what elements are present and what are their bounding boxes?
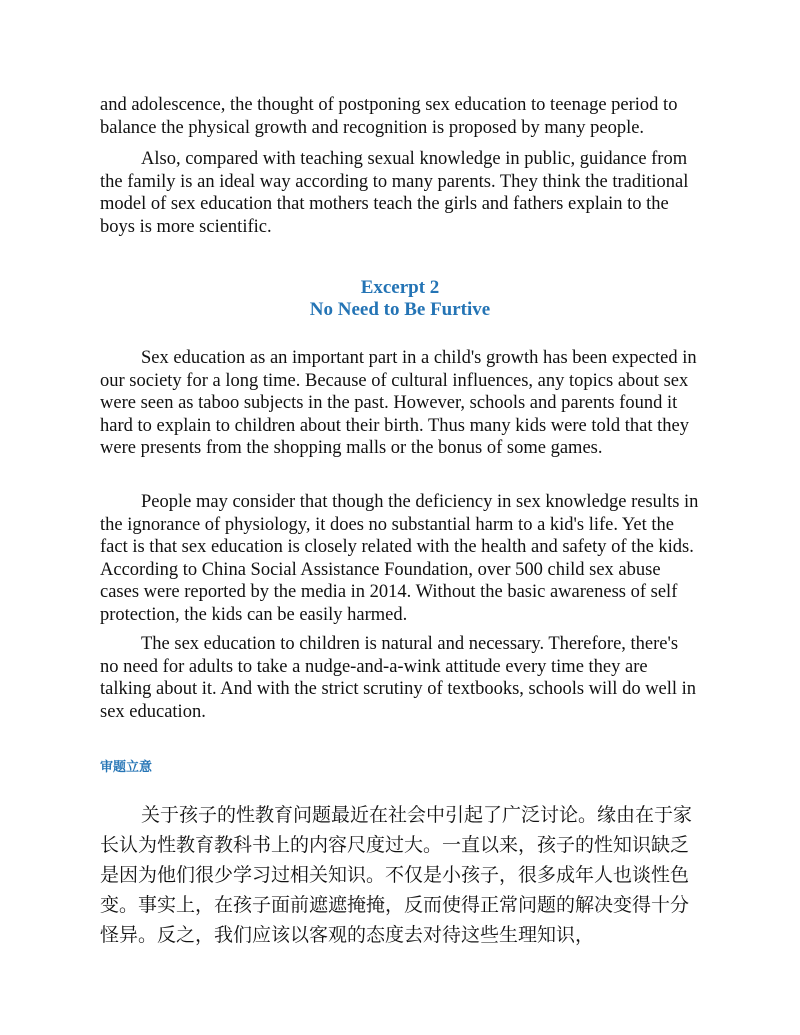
excerpt-paragraph-3 xyxy=(100,633,700,723)
paragraph-text: 关于孩子的性教育问题最近在社会中引起了广泛讨论。缘由在于家长认为性教育教科书上的内容尺度过大。一直以来，孩子的性知识缺乏是因为他们很少学习过相关知识。不仅是小孩子，很多成年人也谈性色变。事实上，在孩子面前遮遮掩掩，反而使得正常问题的解决变得十分怪异。反之，我们应该以客观的态度去对待这些生理知识， xyxy=(100,804,693,946)
excerpt-heading xyxy=(100,277,700,321)
excerpt-number: Excerpt 2 xyxy=(360,277,440,298)
paragraph-text: Sex education as an important part in a child's growth has been expected in our society for a long time. Because of cultural influences, any topics about sex were seen as taboo subjects in the past. However, schools and parents found it hard to explain to children about their birth. Thus many kids were told that they were presents from the shopping malls or the bonus of some games. xyxy=(100,348,697,458)
paragraph-family-guidance xyxy=(100,148,700,238)
paragraph-text: Also, compared with teaching sexual knowledge in public, guidance from the family is an ideal way according to many parents. They think the traditional model of sex education that mothers teach the girls and fathers explain to the boys is more scientific. xyxy=(100,149,689,237)
excerpt-paragraph-2 xyxy=(100,491,700,626)
paragraph-text: The sex education to children is natural and necessary. Therefore, there's no need for adults to take a nudge-and-a-wink attitude every time they are talking about it. And with the strict scrutiny of textbooks, schools will do well in sex education. xyxy=(100,634,697,722)
excerpt-paragraph-1 xyxy=(100,347,700,460)
paragraph-text: People may consider that though the deficiency in sex knowledge results in the ignorance of physiology, it does no substantial harm to a kid's life. Yet the fact is that sex education is closely related with the health and safety of the kids. According to China Social Assistance Foundation, over 500 child sex abuse cases were reported by the media in 2014. Without the basic awareness of self protection, the kids can be easily harmed. xyxy=(100,492,699,625)
excerpt-title: No Need to Be Furtive xyxy=(309,299,491,320)
chinese-paragraph xyxy=(100,800,700,950)
paragraph-text: and adolescence, the thought of postponing sex education to teenage period to balance the physical growth and recognition is proposed by many people. xyxy=(100,95,678,138)
paragraph-continuation xyxy=(100,94,700,139)
section-label: 审题立意 xyxy=(100,760,153,775)
